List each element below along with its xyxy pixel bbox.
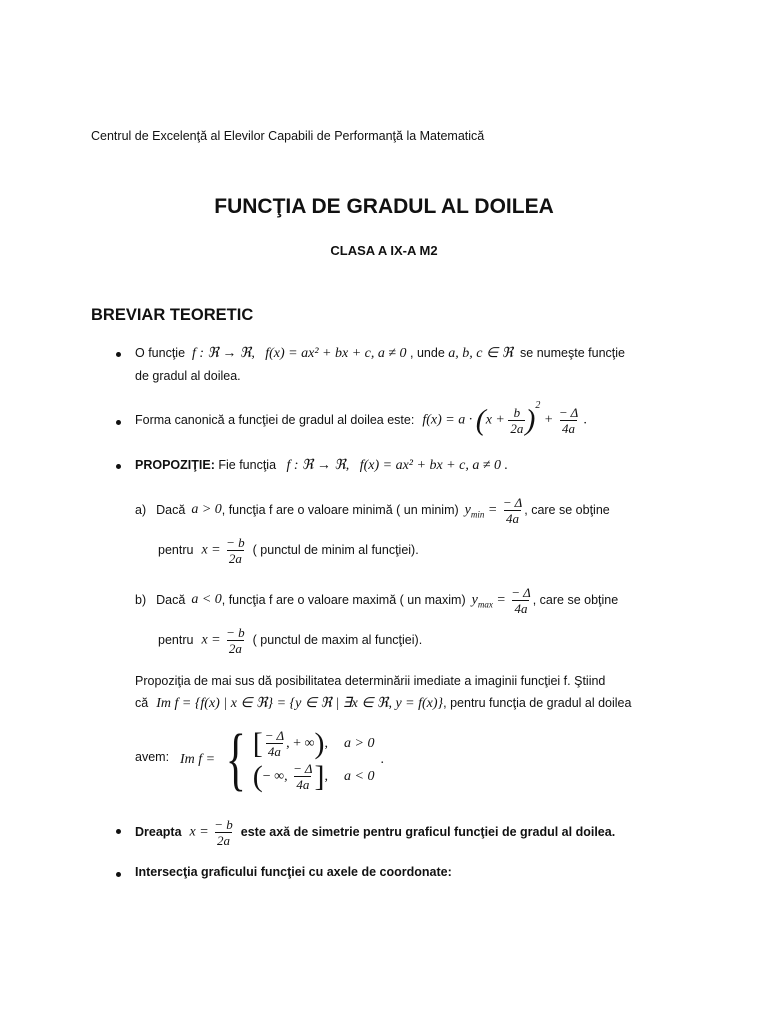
case-label: a) xyxy=(135,503,147,517)
bullet-symmetry-axis xyxy=(135,812,615,852)
case-a-line1 xyxy=(135,490,610,530)
paragraph-text: , pentru funcţia de gradul al doilea xyxy=(443,696,632,710)
min-value-formula: $y_{min}$ = $\frac{- \Delta}{4a}$ xyxy=(464,494,523,526)
image-paragraph-line2 xyxy=(135,690,631,716)
max-point-formula: x = $\frac{- b}{2a}$ xyxy=(201,624,245,656)
section-heading: BREVIAR TEORETIC xyxy=(91,306,254,324)
case-text: ( punctul de maxim al funcţiei). xyxy=(252,633,423,647)
image-piecewise-formula: Im f = { [ $\frac{- \Delta}{4a}$ , + ∞ ) , a > 0 ( − ∞, $\frac{- \Delta}{4a}$ ] , a < 0 . xyxy=(180,721,384,798)
bullet-marker xyxy=(116,352,121,357)
max-value-formula: $y_{max}$ = $\frac{- \Delta}{4a}$ xyxy=(471,584,531,616)
case-text: , funcţia f are o valoare minimă ( un minim) xyxy=(221,503,459,517)
page-header: Centrul de Excelenţă al Elevilor Capabili de Performanţă la Matematică xyxy=(91,129,485,143)
canonical-text: Forma canonică a funcţiei de gradul al doilea este: xyxy=(135,413,415,427)
case-condition: a > 0 xyxy=(191,502,222,517)
case-condition: a < 0 xyxy=(191,592,222,607)
proposition-text: Fie funcţia xyxy=(218,458,277,472)
function-formula: f(x) = ax² + bx + c, a ≠ 0 xyxy=(265,346,407,361)
proposition-label: PROPOZIŢIE: xyxy=(135,458,215,472)
canonical-formula: f(x) = a · (x + $\frac{b}{2a}$ )$^2$ + $\frac{- \Delta}{4a}$ . xyxy=(422,399,588,436)
bullet-marker xyxy=(116,872,121,877)
function-domain: f : ℜ → ℜ, xyxy=(286,458,350,473)
bullet-marker xyxy=(116,420,121,425)
case-text: , care se obţine xyxy=(532,593,619,607)
case-text: , care se obţine xyxy=(524,503,610,517)
case-negative-a: ( − ∞, $\frac{- \Delta}{4a}$ ] , a < 0 xyxy=(252,759,375,793)
symmetry-text: Dreapta xyxy=(135,825,182,839)
bullet-canonical-form xyxy=(135,400,587,440)
case-label: b) xyxy=(135,593,147,607)
avem-label: avem: xyxy=(135,750,170,764)
definition-text: se numeşte funcţie xyxy=(520,346,625,360)
case-text: Dacă xyxy=(156,593,186,607)
definition-text: O funcţie xyxy=(135,346,186,360)
paragraph-text: că xyxy=(135,696,149,710)
page-title: FUNCŢIA DE GRADUL AL DOILEA xyxy=(214,195,554,218)
function-formula: f(x) = ax² + bx + c, a ≠ 0 . xyxy=(359,458,509,473)
image-paragraph-line1: Propoziţia de mai sus dă posibilitatea determinării imediate a imaginii funcţiei f. Ştiind xyxy=(135,674,606,688)
coefficients-set: a, b, c ∈ ℜ xyxy=(448,346,514,361)
case-text: pentru xyxy=(158,633,194,647)
case-b-line2 xyxy=(158,620,422,660)
symmetry-axis-formula: x = $\frac{- b}{2a}$ xyxy=(189,816,233,848)
bullet-proposition xyxy=(135,457,508,474)
bullet-intersection: Intersecţia graficului funcţiei cu axele de coordonate: xyxy=(135,865,452,879)
bullet-marker xyxy=(116,464,121,469)
bullet-marker xyxy=(116,829,121,834)
case-text: ( punctul de minim al funcţiei). xyxy=(252,543,419,557)
case-text: , funcţia f are o valoare maximă ( un maxim) xyxy=(221,593,466,607)
case-positive-a: [ $\frac{- \Delta}{4a}$ , + ∞ ) , a > 0 xyxy=(252,726,375,760)
symmetry-text: este axă de simetrie pentru graficul funcţiei de gradul al doilea. xyxy=(240,825,616,839)
case-text: Dacă xyxy=(156,503,186,517)
case-a-line2 xyxy=(158,530,419,570)
bullet-definition xyxy=(135,345,625,362)
min-point-formula: x = $\frac{- b}{2a}$ xyxy=(201,534,245,566)
image-definition-formula: Im f = {f(x) | x ∈ ℜ} = {y ∈ ℜ | ∃x ∈ ℜ, y = f(x)} xyxy=(156,695,444,711)
page-subtitle: CLASA A IX-A M2 xyxy=(330,243,438,258)
case-b-line1 xyxy=(135,580,618,620)
definition-text: , unde xyxy=(410,346,445,360)
definition-text-line2: de gradul al doilea. xyxy=(135,369,241,383)
function-domain: f : ℜ → ℜ, xyxy=(191,346,255,361)
case-text: pentru xyxy=(158,543,194,557)
